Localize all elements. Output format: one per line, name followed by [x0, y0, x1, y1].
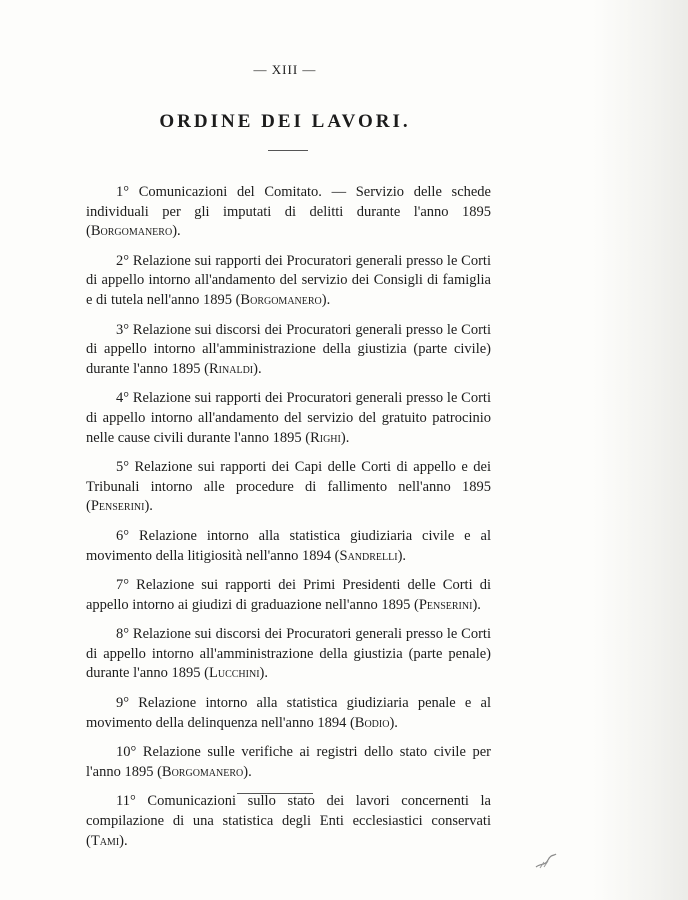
end-divider — [237, 793, 313, 794]
agenda-item: 8° Relazione sui discorsi dei Procuratori generali presso le Corti di appello intorno all'amministrazione della giustizia (parte penale) durante l'anno 1895 (Lucchini). — [86, 626, 491, 682]
page-edge-shadow — [593, 0, 688, 900]
page-number: — XIII — — [253, 62, 317, 77]
agenda-item: 1° Comunicazioni del Comitato. — Servizio delle schede individuali per gli imputati di delitti durante l'anno 1895 (Borgomanero). — [86, 184, 491, 240]
rapporteur-name: Penserini — [418, 596, 473, 613]
rapporteur-name: Penserini — [90, 498, 145, 515]
rapporteur-name: Sandrelli — [339, 547, 398, 564]
rapporteur-name: Borgomanero — [90, 223, 173, 240]
agenda-item: 2° Relazione sui rapporti dei Procuratori generali presso le Corti di appello intorno all'andamento del servizio dei Consigli di famiglia e di tutela nell'anno 1895 (Borgomanero). — [86, 252, 491, 308]
ornament-icon — [534, 852, 558, 870]
rapporteur-name: Lucchini — [209, 665, 260, 682]
agenda-item: 10° Relazione sulle verifiche ai registri dello stato civile per l'anno 1895 (Borgomanero). — [86, 744, 491, 780]
rapporteur-name: Borgomanero — [240, 291, 322, 308]
rapporteur-name: Bodio — [354, 714, 390, 731]
agenda-item: 5° Relazione sui rapporti dei Capi delle Corti di appello e dei Tribunali intorno alle procedure di fallimento nell'anno 1895 (Penserini). — [86, 459, 491, 515]
agenda-item: 4° Relazione sui rapporti dei Procuratori generali presso le Corti di appello intorno all'andamento del servizio del gratuito patrocinio nelle cause civili durante l'anno 1895 (Righi). — [86, 390, 491, 446]
agenda-item: 3° Relazione sui discorsi dei Procuratori generali presso le Corti di appello intorno all'amministrazione della giustizia (parte civile) durante l'anno 1895 (Rinaldi). — [86, 321, 491, 377]
agenda-item: 9° Relazione intorno alla statistica giudiziaria penale e al movimento della delinquenza nell'anno 1894 (Bodio). — [86, 695, 491, 731]
agenda-item: 7° Relazione sui rapporti dei Primi Presidenti delle Corti di appello intorno ai giudizi di graduazione nell'anno 1895 (Penserini). — [86, 577, 491, 613]
rapporteur-name: Righi — [310, 429, 341, 446]
rapporteur-name: Tami — [90, 832, 120, 849]
agenda-list — [86, 183, 491, 861]
rapporteur-name: Borgomanero — [161, 763, 244, 780]
agenda-item: 11° Comunicazioni sullo stato dei lavori concernenti la compilazione di una statistica degli Enti ecclesiastici conservati (Tami). — [86, 793, 491, 849]
title-divider — [268, 150, 308, 151]
rapporteur-name: Rinaldi — [209, 360, 254, 377]
agenda-item: 6° Relazione intorno alla statistica giudiziaria civile e al movimento della litigiosità nell'anno 1894 (Sandrelli). — [86, 527, 491, 564]
page-title: ORDINE DEI LAVORI. — [159, 111, 411, 132]
